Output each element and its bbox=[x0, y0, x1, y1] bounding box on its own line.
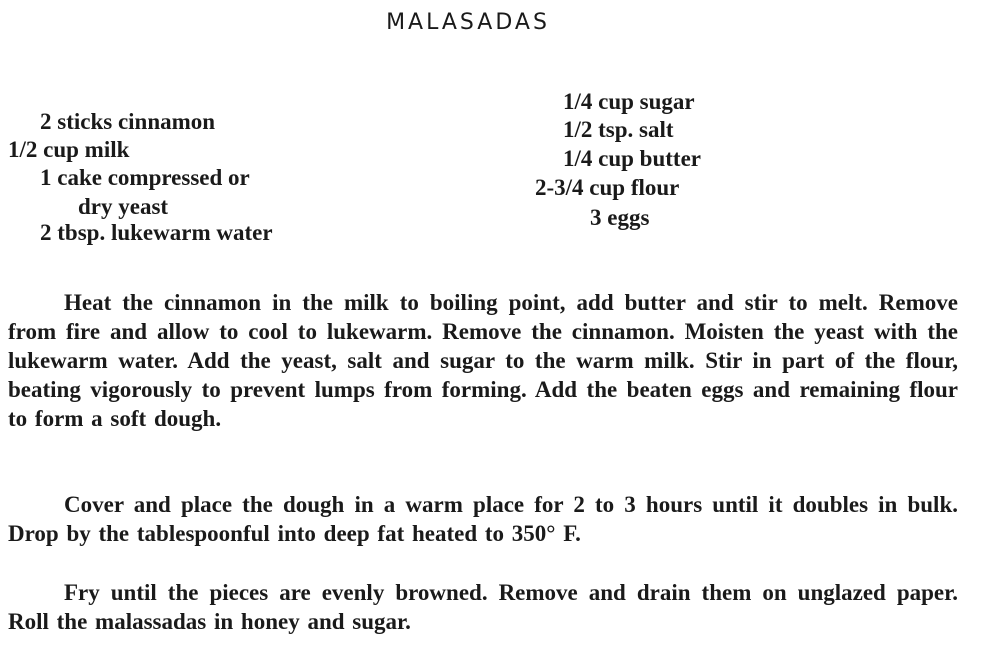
ingredient-item: 1/2 tsp. salt bbox=[563, 117, 674, 142]
ingredient-item: dry yeast bbox=[78, 194, 169, 219]
ingredient-item: 2 sticks cinnamon bbox=[40, 109, 216, 134]
instruction-paragraph: Cover and place the dough in a warm place for 2 to 3 hours until it doubles in bulk. Drop by the tablespoonful into deep fat heated to 350° F. bbox=[8, 492, 958, 546]
ingredient-item: 2 tbsp. lukewarm water bbox=[40, 220, 273, 245]
instruction-paragraph: Fry until the pieces are evenly browned. Remove and drain them on unglazed paper. Roll the malassadas in honey and sugar. bbox=[8, 580, 958, 634]
recipe-title: MALASADAS bbox=[386, 10, 550, 35]
ingredient-item: 3 eggs bbox=[590, 205, 650, 230]
ingredient-item: 1/2 cup milk bbox=[8, 137, 130, 162]
ingredient-item: 1/4 cup sugar bbox=[563, 89, 695, 114]
instruction-paragraph: Heat the cinnamon in the milk to boiling point, add butter and stir to melt. Remove from fire and allow to cool to lukewarm. Remove the cinnamon. Moisten the yeast with the lukewarm water. Add the yeast, salt and sugar to the warm milk. Stir in part of the flour, beating vigorously to prevent lumps from forming. Add the beaten eggs and remaining flour to form a soft dough. bbox=[8, 290, 958, 431]
ingredient-item: 1/4 cup butter bbox=[563, 146, 701, 171]
ingredient-item: 2-3/4 cup flour bbox=[535, 175, 680, 200]
ingredient-item: 1 cake compressed or bbox=[40, 165, 250, 190]
